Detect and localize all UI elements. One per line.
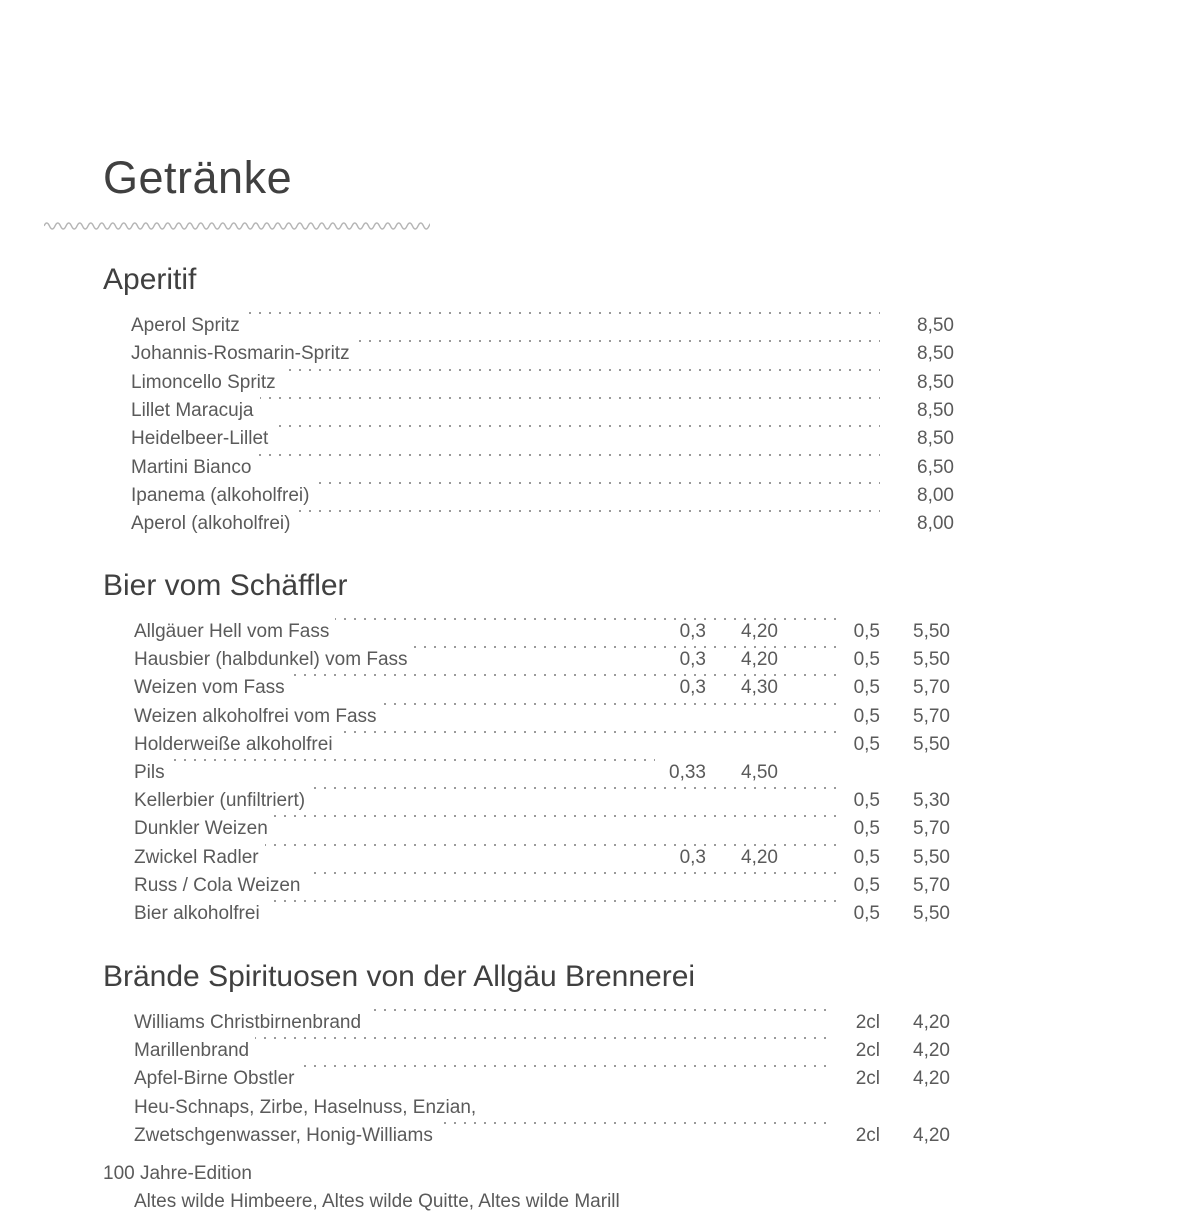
price-large: 5,70	[913, 818, 950, 840]
section-title-bier: Bier vom Schäffler	[103, 569, 348, 602]
menu-row	[0, 703, 1200, 731]
size-small: 0,3	[679, 677, 706, 699]
size-small: 0,3	[679, 649, 706, 671]
item-name: Weizen vom Fass	[134, 674, 291, 702]
size-large: 0,5	[853, 733, 880, 755]
menu-row	[0, 340, 1200, 368]
menu-row	[0, 425, 1200, 453]
item-name: Marillenbrand	[134, 1037, 255, 1065]
menu-row	[0, 369, 1200, 397]
price-large: 5,70	[913, 705, 950, 727]
menu-row	[0, 482, 1200, 510]
size-large: 0,5	[853, 846, 880, 868]
item-size: 2cl	[855, 1040, 880, 1062]
size-large: 0,5	[853, 705, 880, 727]
price-small: 4,50	[741, 762, 778, 783]
item-name: Weizen alkoholfrei vom Fass	[134, 703, 383, 731]
menu-row	[0, 900, 1200, 928]
page-title: Getränke	[103, 152, 293, 203]
item-price: 8,50	[880, 425, 954, 453]
menu-row	[0, 312, 1200, 340]
price-large: 5,50	[913, 649, 950, 671]
price-large: 5,50	[913, 846, 950, 868]
dot-leader	[135, 312, 900, 314]
size-small: 0,33	[669, 762, 706, 783]
menu-row	[0, 1094, 1200, 1122]
item-name: Zwetschgenwasser, Honig-Williams	[134, 1122, 439, 1150]
size-small: 0,3	[679, 621, 706, 642]
item-name: Dunkler Weizen	[134, 815, 274, 843]
price-large: 5,70	[913, 677, 950, 699]
item-price: 6,50	[880, 454, 954, 482]
item-price: 8,50	[880, 397, 954, 425]
item-name: Bier alkoholfrei	[134, 900, 266, 928]
item-name: Russ / Cola Weizen	[134, 872, 307, 900]
item-name: Holderweiße alkoholfrei	[134, 731, 339, 759]
edition-note: 100 Jahre-Edition	[103, 1163, 252, 1184]
menu-row	[0, 1009, 1200, 1037]
item-name: Zwickel Radler	[134, 844, 265, 872]
price-small: 4,30	[741, 677, 778, 699]
price-large: 5,50	[913, 621, 950, 642]
item-size: 2cl	[855, 1012, 880, 1033]
section-title-aperitif: Aperitif	[103, 263, 197, 296]
item-price: 8,50	[880, 340, 954, 368]
section-title-braende: Brände Spirituosen von der Allgäu Brennerei	[103, 960, 696, 993]
dot-leader	[140, 759, 655, 761]
item-name: Heu-Schnaps, Zirbe, Haselnuss, Enzian,	[134, 1094, 482, 1122]
item-name: Aperol (alkoholfrei)	[131, 510, 296, 538]
price-small: 4,20	[741, 649, 778, 671]
item-name: Heidelbeer-Lillet	[131, 425, 274, 453]
size-large: 0,5	[853, 874, 880, 896]
cut-off-line: Altes wilde Himbeere, Altes wilde Quitte, Altes wilde Marill	[134, 1191, 620, 1212]
item-price: 8,50	[880, 312, 954, 340]
menu-row	[0, 759, 1200, 787]
menu-row	[0, 510, 1200, 538]
item-name: Apfel-Birne Obstler	[134, 1065, 301, 1093]
price-large: 5,30	[913, 790, 950, 812]
item-name: Johannis-Rosmarin-Spritz	[131, 340, 356, 368]
item-size: 2cl	[855, 1068, 880, 1090]
size-large: 0,5	[853, 649, 880, 671]
item-name: Lillet Maracuja	[131, 397, 260, 425]
item-price: 4,20	[913, 1068, 950, 1090]
price-small: 4,20	[741, 846, 778, 868]
menu-row	[0, 1065, 1200, 1093]
menu-row	[0, 872, 1200, 900]
menu-row	[0, 731, 1200, 759]
menu-row	[0, 1122, 1200, 1150]
price-small: 4,20	[741, 621, 778, 642]
item-name: Pils	[134, 759, 171, 787]
item-name: Martini Bianco	[131, 454, 257, 482]
menu-row	[0, 454, 1200, 482]
price-large: 5,70	[913, 874, 950, 896]
item-name: Kellerbier (unfiltriert)	[134, 787, 311, 815]
item-price: 8,00	[880, 510, 954, 538]
item-name: Hausbier (halbdunkel) vom Fass	[134, 646, 414, 674]
menu-row	[0, 815, 1200, 843]
menu-row	[0, 646, 1200, 674]
size-large: 0,5	[853, 621, 880, 642]
price-large: 5,50	[913, 733, 950, 755]
item-size: 2cl	[855, 1124, 880, 1146]
item-name: Limoncello Spritz	[131, 369, 282, 397]
decorative-wave-divider	[44, 219, 430, 233]
menu-row	[0, 618, 1200, 646]
price-large: 5,50	[913, 903, 950, 924]
item-name: Williams Christbirnenbrand	[134, 1009, 367, 1037]
menu-row	[0, 1037, 1200, 1065]
size-large: 0,5	[853, 818, 880, 840]
item-price: 4,20	[913, 1012, 950, 1033]
size-large: 0,5	[853, 677, 880, 699]
menu-row	[0, 787, 1200, 815]
item-price: 4,20	[913, 1124, 950, 1146]
menu-row	[0, 674, 1200, 702]
item-name: Ipanema (alkoholfrei)	[131, 482, 315, 510]
item-price: 8,00	[880, 482, 954, 510]
item-price: 8,50	[880, 369, 954, 397]
item-name: Aperol Spritz	[131, 312, 246, 340]
size-small: 0,3	[679, 846, 706, 868]
size-large: 0,5	[853, 903, 880, 924]
menu-row	[0, 844, 1200, 872]
menu-row	[0, 397, 1200, 425]
size-large: 0,5	[853, 790, 880, 812]
item-name: Allgäuer Hell vom Fass	[134, 618, 335, 646]
item-price: 4,20	[913, 1040, 950, 1062]
